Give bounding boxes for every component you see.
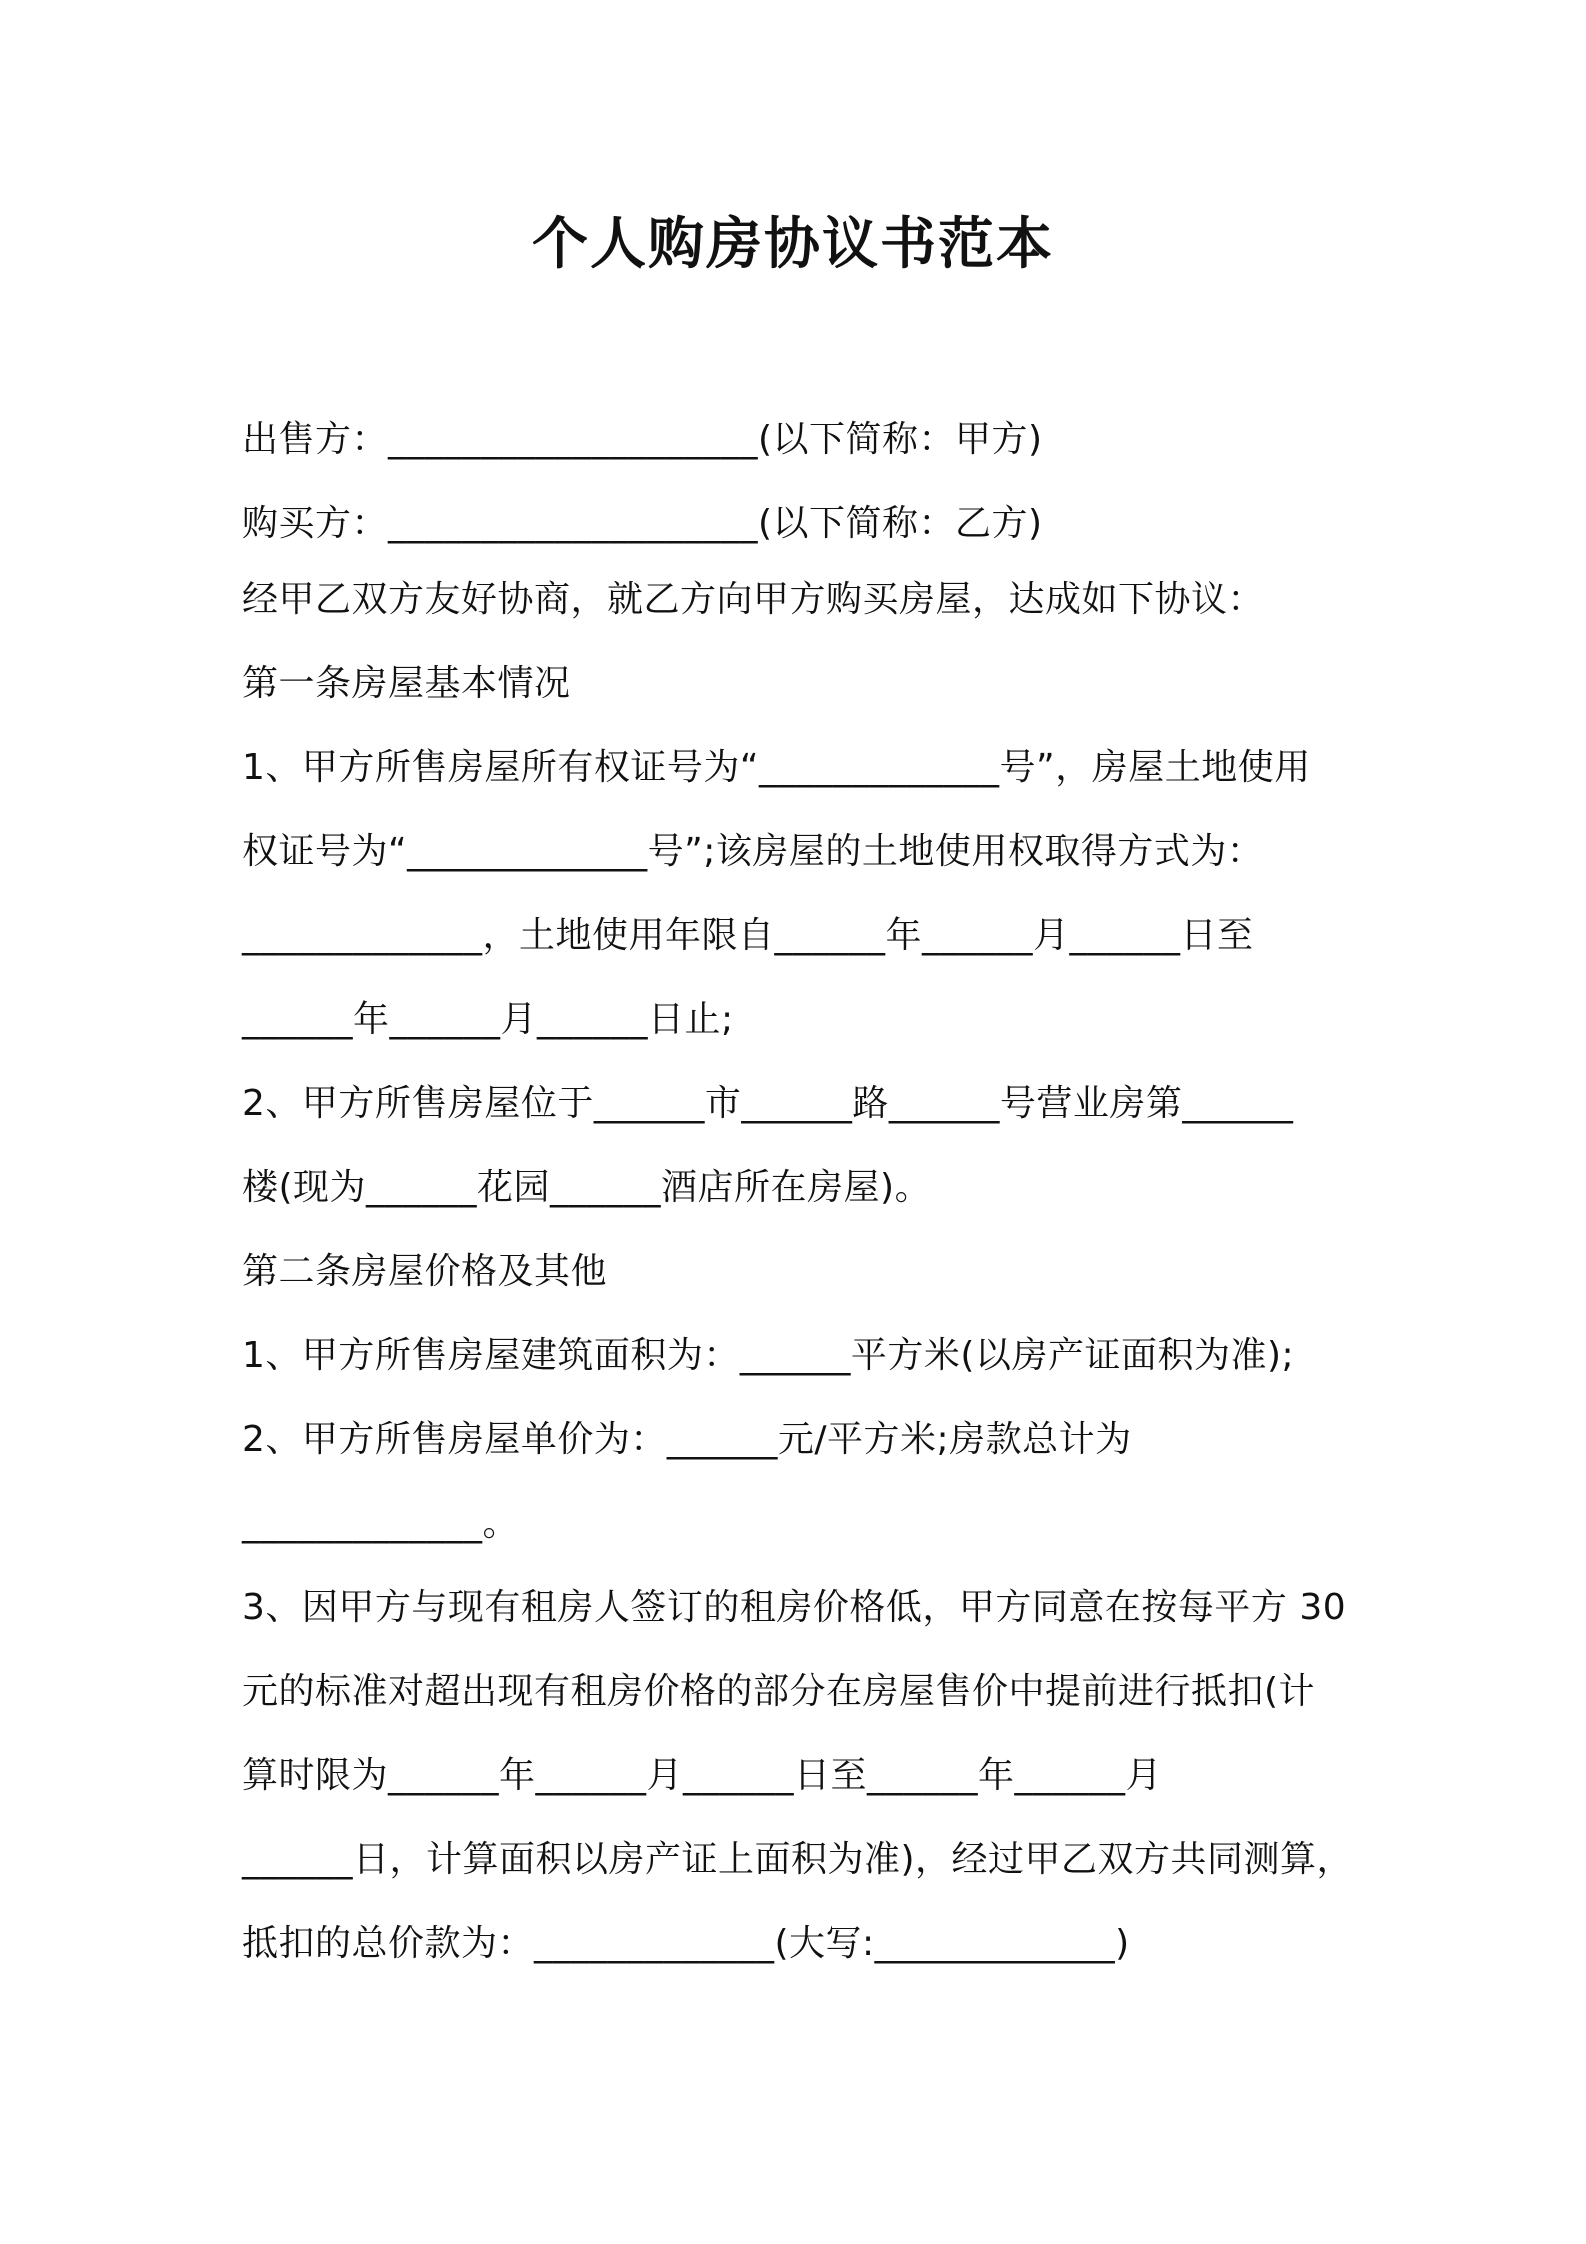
document-title: 个人购房协议书范本 <box>532 212 1054 277</box>
seller-line: 出售方：____________________(以下简称：甲方) <box>242 419 1043 460</box>
article-one-heading: 第一条房屋基本情况 <box>242 663 571 704</box>
article-two-clause-3-line-5: 抵扣的总价款为：_____________(大写:_____________) <box>242 1923 1130 1964</box>
article-one-clause-1-line-2: 权证号为“_____________号”;该房屋的土地使用权取得方式为： <box>242 831 1264 872</box>
article-two-clause-3-line-2: 元的标准对超出现有租房价格的部分在房屋售价中提前进行抵扣(计 <box>242 1671 1316 1712</box>
article-one-clause-1-line-4: ______年______月______日止; <box>242 999 734 1040</box>
agreement-intro: 经甲乙双方友好协商，就乙方向甲方购买房屋，达成如下协议： <box>242 579 1265 620</box>
article-two-clause-2-line-2: _____________。 <box>242 1503 519 1544</box>
article-one-clause-2-line-2: 楼(现为______花园______酒店所在房屋)。 <box>242 1167 932 1208</box>
article-one-clause-1-line-1: 1、甲方所售房屋所有权证号为“_____________号”，房屋土地使用 <box>242 747 1311 788</box>
article-two-clause-3-line-1: 3、因甲方与现有租房人签订的租房价格低，甲方同意在按每平方 30 <box>242 1587 1347 1628</box>
article-one-clause-2-line-1: 2、甲方所售房屋位于______市______路______号营业房第______ <box>242 1083 1294 1124</box>
article-two-clause-3-line-3: 算时限为______年______月______日至______年______月 <box>242 1755 1163 1796</box>
article-one-clause-1-line-3: _____________，土地使用年限自______年______月______日至 <box>242 915 1254 956</box>
article-two-clause-1: 1、甲方所售房屋建筑面积为：______平方米(以房产证面积为准); <box>242 1335 1295 1376</box>
article-two-clause-3-line-4: ______日，计算面积以房产证上面积为准)，经过甲乙双方共同测算， <box>242 1839 1354 1880</box>
article-two-heading: 第二条房屋价格及其他 <box>242 1251 608 1292</box>
article-two-clause-2-line-1: 2、甲方所售房屋单价为：______元/平方米;房款总计为 <box>242 1419 1132 1460</box>
buyer-line: 购买方：____________________(以下简称：乙方) <box>242 503 1043 544</box>
